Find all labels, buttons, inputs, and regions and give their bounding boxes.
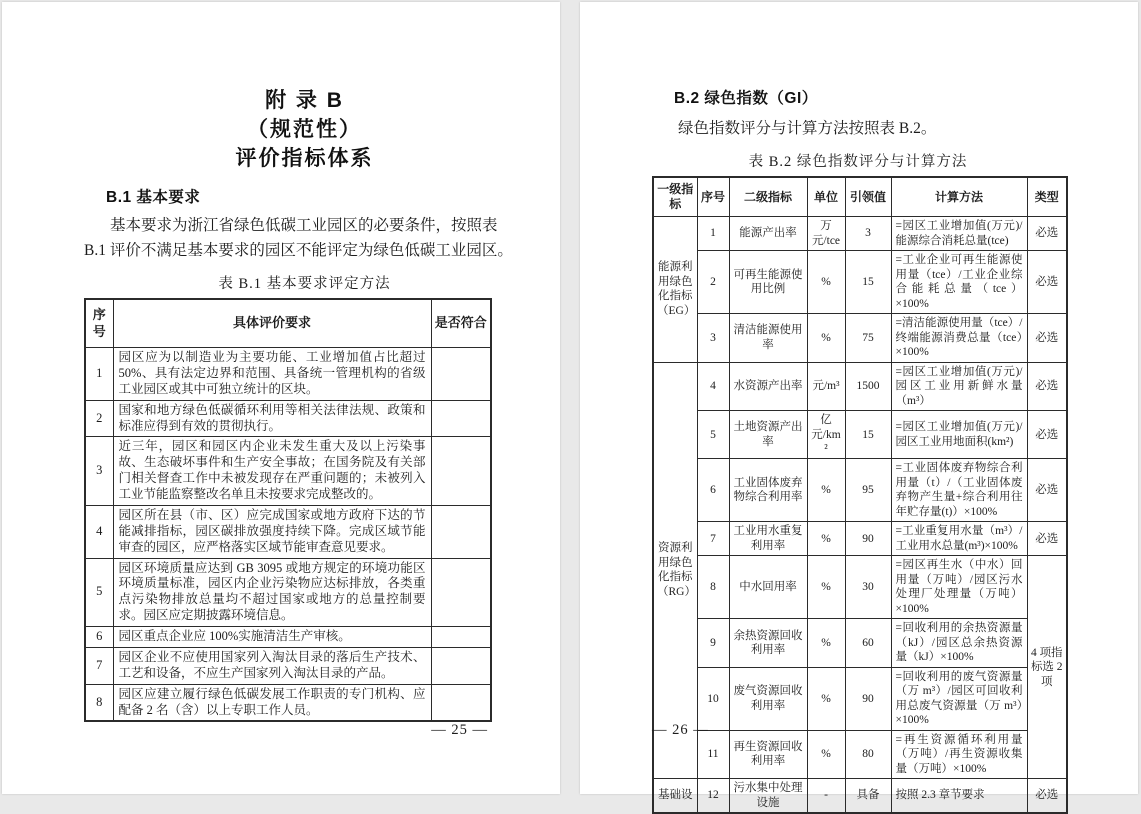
table-cell: 90 xyxy=(845,667,891,730)
table-cell: =园区再生水（中水）回用量（万吨）/园区污水处理厂处理量（万吨）×100% xyxy=(891,556,1027,619)
table-cell: 再生资源回收利用率 xyxy=(729,730,807,778)
table-cell: % xyxy=(807,459,845,522)
section-b1-heading: B.1 基本要求 xyxy=(106,189,201,206)
column-header: 一级指标 xyxy=(653,177,697,217)
page-number: — 26 — xyxy=(652,722,709,738)
b1-paragraph-line-1: 基本要求为浙江省绿色低碳工业园区的必要条件，按照表 xyxy=(110,217,498,234)
table-cell: 园区应建立履行绿色低碳发展工作职责的专门机构、应配备 2 名（含）以上专职工作人员。 xyxy=(113,684,431,721)
green-index-table xyxy=(652,176,1068,814)
table-cell: 4 xyxy=(85,505,113,558)
table-cell: 12 xyxy=(697,779,729,813)
table-cell: 必选 xyxy=(1027,217,1067,251)
table-cell: 1500 xyxy=(845,362,891,410)
table-cell: % xyxy=(807,619,845,667)
column-header: 引领值 xyxy=(845,177,891,217)
table-cell: % xyxy=(807,667,845,730)
table-row xyxy=(85,627,491,648)
table-cell xyxy=(431,627,491,648)
section-b2-heading: B.2 绿色指数（GI） xyxy=(674,90,818,107)
header-row xyxy=(653,177,1067,217)
table-row xyxy=(653,314,1067,362)
table-row xyxy=(653,667,1067,730)
appendix-title-line-2: （规范性） xyxy=(247,118,362,141)
table-cell: =园区工业增加值(万元)/能源综合消耗总量(tce) xyxy=(891,217,1027,251)
table-cell: 2 xyxy=(697,251,729,314)
table-cell: 7 xyxy=(697,522,729,556)
table-row xyxy=(85,437,491,506)
table-row xyxy=(85,505,491,558)
page-26-content xyxy=(580,2,1138,814)
table-cell: =园区工业增加值(万元)/园区工业用新鲜水量（m³） xyxy=(891,362,1027,410)
table-cell: 土地资源产出率 xyxy=(729,411,807,459)
table-cell xyxy=(431,400,491,437)
table-cell: 80 xyxy=(845,730,891,778)
table-cell: 60 xyxy=(845,619,891,667)
table-cell: =工业重复用水量（m³）/工业用水总量(m³)×100% xyxy=(891,522,1027,556)
table-cell xyxy=(431,505,491,558)
table-cell: 8 xyxy=(697,556,729,619)
table-cell: 3 xyxy=(697,314,729,362)
table-cell: 能源产出率 xyxy=(729,217,807,251)
table-cell: 资源利用绿色化指标（RG） xyxy=(653,362,697,779)
table-row xyxy=(653,459,1067,522)
table-cell: 工业固体废弃物综合利用率 xyxy=(729,459,807,522)
table-cell: % xyxy=(807,556,845,619)
table-cell: 5 xyxy=(697,411,729,459)
column-header: 类型 xyxy=(1027,177,1067,217)
appendix-title-line-1: 附 录 B xyxy=(265,89,344,112)
table-cell: 必选 xyxy=(1027,314,1067,362)
table-cell: 7 xyxy=(85,647,113,684)
column-header: 二级指标 xyxy=(729,177,807,217)
table-cell: 95 xyxy=(845,459,891,522)
table-cell xyxy=(431,684,491,721)
b2-intro-paragraph xyxy=(652,116,1064,141)
column-header: 计算方法 xyxy=(891,177,1027,217)
table-cell: 园区重点企业应 100%实施清洁生产审核。 xyxy=(113,627,431,648)
table-cell: 余热资源回收利用率 xyxy=(729,619,807,667)
header-row xyxy=(85,299,491,348)
basic-requirements-table xyxy=(84,298,492,722)
page-26 xyxy=(580,2,1138,809)
page-number: — 25 — xyxy=(431,722,488,738)
table-cell: 30 xyxy=(845,556,891,619)
table-cell: 污水集中处理设施 xyxy=(729,779,807,813)
green-index-table-body xyxy=(653,217,1067,813)
table-cell: 1 xyxy=(697,217,729,251)
table-cell: 具备 xyxy=(845,779,891,813)
table-cell: 4 xyxy=(697,362,729,410)
basic-requirements-table-body xyxy=(85,348,491,722)
table-cell: =再生资源循环利用量（万吨）/再生资源收集量（万吨）×100% xyxy=(891,730,1027,778)
table-cell: % xyxy=(807,522,845,556)
table-cell: 园区环境质量应达到 GB 3095 或地方规定的环境功能区环境质量标准，园区内企业污染物应达标排放，各类重点污染物排放总量均不超过国家或地方的总量控制要求。园区应定期披露环境信息。 xyxy=(113,558,431,627)
table-cell: =园区工业增加值(万元)/园区工业用地面积(km²) xyxy=(891,411,1027,459)
table-cell xyxy=(431,348,491,401)
table-cell: 清洁能源使用率 xyxy=(729,314,807,362)
table-cell: 亿元/km² xyxy=(807,411,845,459)
green-index-table-head xyxy=(653,177,1067,217)
table-cell: 中水回用率 xyxy=(729,556,807,619)
table-cell: 2 xyxy=(85,400,113,437)
table-cell: =清洁能源使用量（tce）/终端能源消费总量（tce）×100% xyxy=(891,314,1027,362)
table-cell xyxy=(431,647,491,684)
table-cell: 必选 xyxy=(1027,362,1067,410)
table-cell: 按照 2.3 章节要求 xyxy=(891,779,1027,813)
table-b1-caption: 表 B.1 基本要求评定方法 xyxy=(218,276,391,292)
table-cell: 5 xyxy=(85,558,113,627)
table-cell: 废气资源回收利用率 xyxy=(729,667,807,730)
table-cell: 工业用水重复利用率 xyxy=(729,522,807,556)
table-row xyxy=(85,684,491,721)
table-cell: 必选 xyxy=(1027,411,1067,459)
table-cell: 必选 xyxy=(1027,522,1067,556)
column-header: 单位 xyxy=(807,177,845,217)
table-cell: 90 xyxy=(845,522,891,556)
page-25-content xyxy=(2,2,560,722)
table-cell: 9 xyxy=(697,619,729,667)
table-cell: 15 xyxy=(845,411,891,459)
table-cell: 75 xyxy=(845,314,891,362)
table-cell: 必选 xyxy=(1027,251,1067,314)
table-cell: 11 xyxy=(697,730,729,778)
table-cell: 必选 xyxy=(1027,779,1067,813)
table-cell: 基础设 xyxy=(653,779,697,813)
table-cell: % xyxy=(807,730,845,778)
page-25 xyxy=(2,2,560,794)
column-header: 具体评价要求 xyxy=(113,299,431,348)
table-cell: 10 xyxy=(697,667,729,730)
appendix-title-line-3: 评价指标体系 xyxy=(235,147,374,170)
table-row xyxy=(653,522,1067,556)
appendix-title xyxy=(84,86,525,173)
table-cell: 园区所在县（市、区）应完成国家或地方政府下达的节能减排指标，园区碳排放强度持续下降。完成区域节能审查的园区，应严格落实区域节能审查意见要求。 xyxy=(113,505,431,558)
table-cell: =回收利用的废气资源量（万 m³）/园区可回收利用总废气资源量（万 m³）×100% xyxy=(891,667,1027,730)
table-cell xyxy=(431,558,491,627)
table-row xyxy=(85,558,491,627)
table-cell xyxy=(431,437,491,506)
table-row xyxy=(653,362,1067,410)
table-cell: 近三年，园区和园区内企业未发生重大及以上污染事故、生态破坏事件和生产安全事故；在国务院及有关部门相关督查工作中未被发现存在严重问题的；未被列入工业节能监察整改名单且未按要求完成整改的。 xyxy=(113,437,431,506)
table-cell: =回收利用的余热资源量（kJ）/园区总余热资源量（kJ）×100% xyxy=(891,619,1027,667)
table-cell: 必选 xyxy=(1027,459,1067,522)
table-row xyxy=(85,400,491,437)
table-cell: 水资源产出率 xyxy=(729,362,807,410)
table-row xyxy=(85,647,491,684)
table-cell: 元/m³ xyxy=(807,362,845,410)
table-cell: =工业固体废弃物综合利用量（t）/（工业固体废弃物产生量+综合利用往年贮存量(t)）×100% xyxy=(891,459,1027,522)
b1-paragraph-line-2: B.1 评价不满足基本要求的园区不能评定为绿色低碳工业园区。 xyxy=(84,242,513,259)
table-cell: 1 xyxy=(85,348,113,401)
table-cell: 8 xyxy=(85,684,113,721)
table-cell: 15 xyxy=(845,251,891,314)
table-row xyxy=(653,217,1067,251)
table-cell: 3 xyxy=(85,437,113,506)
column-header: 序号 xyxy=(85,299,113,348)
table-row xyxy=(653,556,1067,619)
table-row xyxy=(653,251,1067,314)
table-cell: 可再生能源使用比例 xyxy=(729,251,807,314)
column-header: 是否符合 xyxy=(431,299,491,348)
table-cell: 能源利用绿色化指标（EG） xyxy=(653,217,697,362)
table-b2-caption: 表 B.2 绿色指数评分与计算方法 xyxy=(748,154,968,170)
table-cell: =工业企业可再生能源使用量（tce）/工业企业综合能耗总量（tce）×100% xyxy=(891,251,1027,314)
table-cell: 6 xyxy=(697,459,729,522)
table-cell: 6 xyxy=(85,627,113,648)
table-row xyxy=(653,411,1067,459)
table-cell: 4 项指标选 2 项 xyxy=(1027,556,1067,779)
table-cell: % xyxy=(807,314,845,362)
table-cell: 万元/tce xyxy=(807,217,845,251)
table-cell: 3 xyxy=(845,217,891,251)
table-cell: 园区应为以制造业为主要功能、工业增加值占比超过 50%、具有法定边界和范围、具备统一管理机构的省级工业园区或其中可独立统计的区块。 xyxy=(113,348,431,401)
table-row xyxy=(85,348,491,401)
table-cell: - xyxy=(807,779,845,813)
table-cell: % xyxy=(807,251,845,314)
table-row xyxy=(653,730,1067,778)
table-cell: 园区企业不应使用国家列入淘汰目录的落后生产技术、工艺和设备，不应生产国家列入淘汰目录的产品。 xyxy=(113,647,431,684)
table-row xyxy=(653,619,1067,667)
b1-intro-paragraph xyxy=(84,213,525,263)
b2-paragraph-line-1: 绿色指数评分与计算方法按照表 B.2。 xyxy=(678,120,937,137)
column-header: 序号 xyxy=(697,177,729,217)
basic-requirements-table-head xyxy=(85,299,491,348)
table-cell: 国家和地方绿色低碳循环利用等相关法律法规、政策和标准应得到有效的贯彻执行。 xyxy=(113,400,431,437)
